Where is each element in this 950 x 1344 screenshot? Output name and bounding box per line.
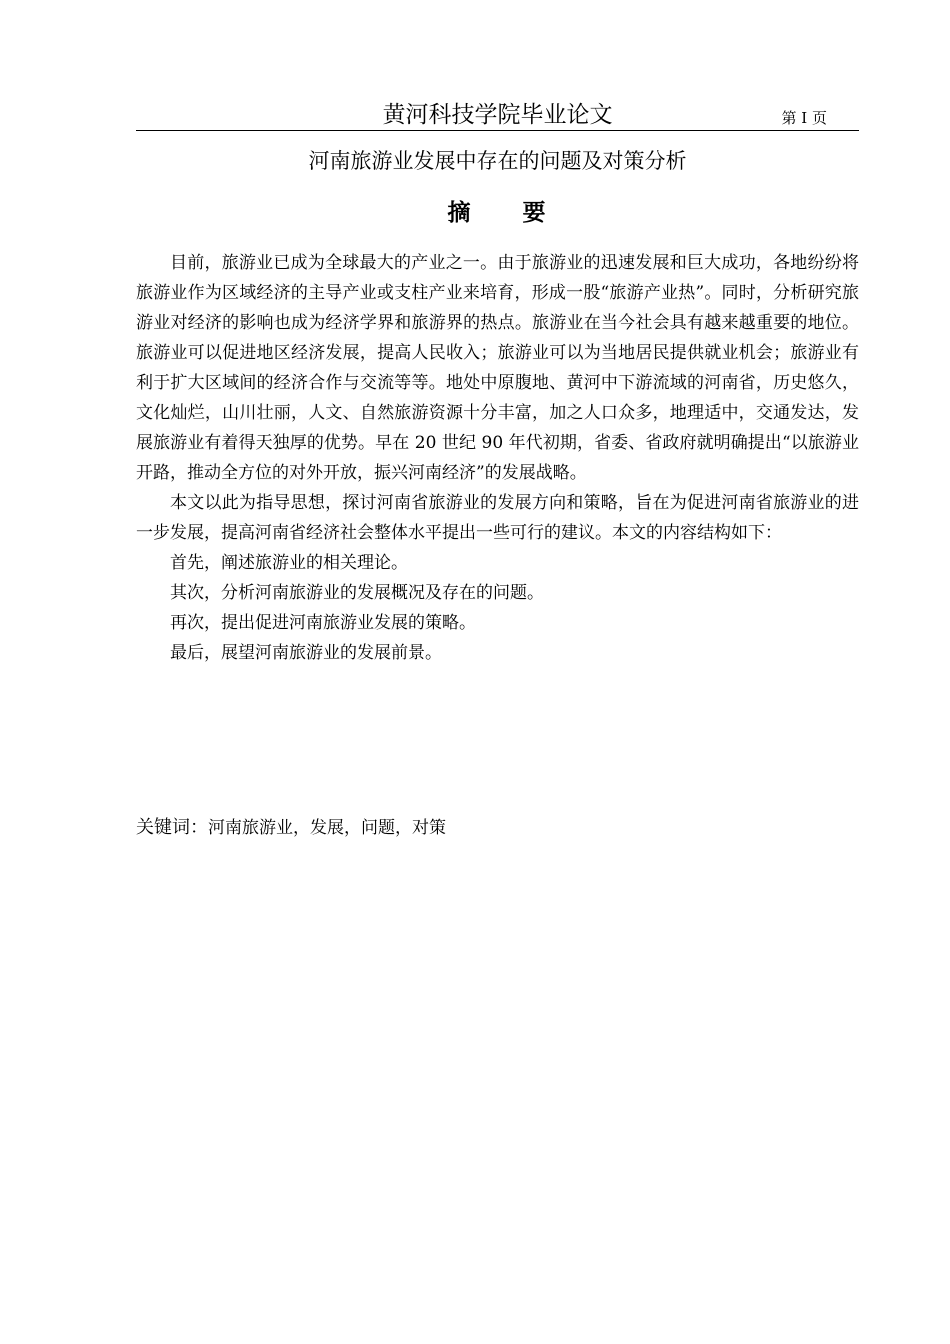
keywords-label: 关键词： — [136, 817, 208, 838]
structure-item: 最后，展望河南旅游业的发展前景。 — [170, 643, 442, 663]
abstract-paragraph: 目前，旅游业已成为全球最大的产业之一。由于旅游业的迅速发展和巨大成功，各地纷纷将旅游业作为区域经济的主导产业或支柱产业来培育，形成一股“旅游产业热”。同时，分析研究旅游业对经济的影响也成为经济学界和旅游界的热点。旅游业在当今社会具有越来越重要的地位。旅游业可以促进地区经济发展，提高人民收入；旅游业可以为当地居民提供就业机会；旅游业有利于扩大区域间的经济合作与交流等等。地处中原腹地、黄河中下游流域的河南省，历史悠久，文化灿烂，山川壮丽，人文、自然旅游资源十分丰富，加之人口众多，地理适中，交通发达，发展旅游业有着得天独厚的优势。早在 20 世纪 90 年代初期，省委、省政府就明确提出“以旅游业开路，推动全方位的对外开放，振兴河南经济”的发展战略。 — [136, 253, 859, 483]
header-title: 黄河科技学院毕业论文 — [382, 102, 613, 128]
abstract-body — [136, 248, 859, 668]
keywords-value: 河南旅游业，发展，问题，对策 — [208, 818, 446, 838]
structure-item: 其次，分析河南旅游业的发展概况及存在的问题。 — [170, 583, 544, 603]
keywords-line — [136, 814, 859, 842]
page-header — [136, 100, 859, 131]
structure-item: 首先，阐述旅游业的相关理论。 — [170, 553, 408, 573]
abstract-paragraph: 本文以此为指导思想，探讨河南省旅游业的发展方向和策略，旨在为促进河南省旅游业的进一步发展，提高河南省经济社会整体水平提出一些可行的建议。本文的内容结构如下： — [136, 493, 859, 543]
structure-item: 再次，提出促进河南旅游业发展的策略。 — [170, 613, 476, 633]
page-number: 第 I 页 — [781, 109, 827, 127]
abstract-heading: 摘 要 — [447, 200, 548, 226]
document-title: 河南旅游业发展中存在的问题及对策分析 — [308, 149, 687, 173]
